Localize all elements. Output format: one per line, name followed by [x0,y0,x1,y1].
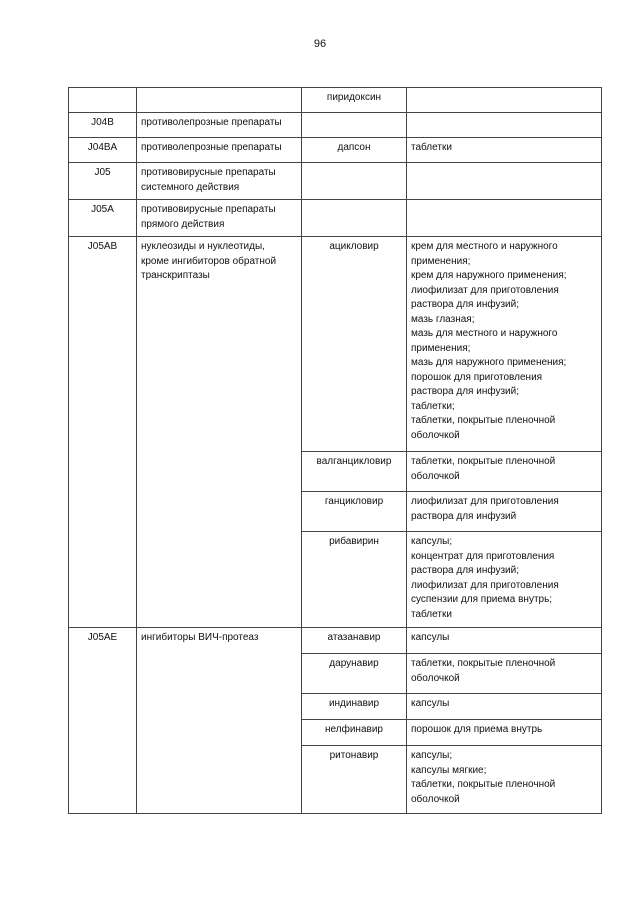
drug-name-cell [302,720,407,746]
dosage-forms-cell-line: крем для местного и наружного [411,241,558,252]
dosage-forms-cell [407,138,602,163]
dosage-forms-cell [407,200,602,237]
dosage-forms-cell-line: оболочкой [411,672,460,684]
drug-table [68,87,602,814]
group-name-cell-line: ингибиторы ВИЧ-протеаз [141,632,259,643]
group-name-cell-line: противовирусные препараты [141,204,276,215]
atc-code-cell-line: J04BA [87,142,118,153]
dosage-forms-cell-line: суспензии для приема внутрь; [411,594,553,605]
dosage-forms-cell [407,628,602,654]
dosage-forms-cell-line: оболочкой [411,793,460,805]
group-name-cell-line: системного действия [141,181,240,193]
dosage-forms-cell [407,654,602,694]
dosage-forms-cell [407,163,602,200]
drug-name-cell-line: валганцикловир [316,456,392,467]
group-name-cell [137,113,302,138]
drug-name-cell-line: нелфинавир [325,724,383,735]
drug-name-cell [302,694,407,720]
group-name-cell-line: противолепрозные препараты [141,142,282,153]
drug-name-cell-line: ритонавир [329,750,379,761]
group-name-cell-line: кроме ингибиторов обратной [141,255,277,267]
drug-name-cell-line: атазанавир [327,632,381,643]
dosage-forms-cell-line: таблетки, покрытые пленочной [411,415,556,426]
atc-code-cell [69,200,137,237]
drug-name-cell [302,532,407,628]
dosage-forms-cell-line: раствора для инфузий [411,510,517,522]
table-row [69,237,602,452]
group-name-cell [137,138,302,163]
dosage-forms-cell [407,88,602,113]
atc-code-cell-line: J05AE [87,632,118,643]
drug-name-cell-line: индинавир [328,698,380,709]
dosage-forms-cell [407,237,602,452]
dosage-forms-cell-line: мазь глазная; [411,313,475,325]
atc-code-cell-line: J05 [94,167,111,178]
drug-name-cell-line: ацикловир [329,241,379,252]
atc-code-cell [69,237,137,628]
group-name-cell-line: транскриптазы [141,270,210,281]
dosage-forms-cell-line: капсулы [411,698,450,709]
table-row [69,200,602,237]
table-row [69,138,602,163]
dosage-forms-cell-line: мазь для местного и наружного [411,328,558,339]
table-row [69,628,602,654]
drug-name-cell [302,200,407,237]
drug-name-cell [302,452,407,492]
dosage-forms-cell-line: раствора для инфузий; [411,299,519,310]
drug-name-cell-line: рибавирин [329,536,379,547]
drug-name-cell [302,492,407,532]
drug-name-cell-line: пиридоксин [326,92,382,103]
table-row [69,163,602,200]
page-number: 96 [313,38,327,50]
dosage-forms-cell-line: капсулы; [411,536,453,547]
dosage-forms-cell [407,746,602,814]
dosage-forms-cell-line: капсулы; [411,750,453,761]
drug-name-cell [302,237,407,452]
drug-name-cell [302,746,407,814]
dosage-forms-cell-line: раствора для инфузий; [411,565,519,576]
dosage-forms-cell-line: мазь для наружного применения; [411,357,567,368]
dosage-forms-cell-line: раствора для инфузий; [411,386,519,397]
drug-name-cell [302,138,407,163]
table-row [69,88,602,113]
atc-code-cell [69,163,137,200]
dosage-forms-cell-line: лиофилизат для приготовления [411,284,559,296]
group-name-cell-line: противовирусные препараты [141,167,276,178]
drug-name-cell [302,113,407,138]
group-name-cell [137,237,302,628]
dosage-forms-cell-line: таблетки, покрытые пленочной [411,779,556,790]
drug-name-cell [302,628,407,654]
dosage-forms-cell-line: порошок для приготовления [411,371,543,383]
group-name-cell [137,628,302,814]
table-row [69,113,602,138]
atc-code-cell-line: J05AB [87,241,118,252]
drug-name-cell [302,163,407,200]
dosage-forms-cell-line: таблетки [411,608,452,620]
dosage-forms-cell-line: оболочкой [411,429,460,441]
dosage-forms-cell-line: таблетки, покрытые пленочной [411,658,556,669]
drug-name-cell [302,88,407,113]
atc-code-cell [69,138,137,163]
dosage-forms-cell-line: таблетки; [411,400,455,412]
atc-code-cell [69,113,137,138]
dosage-forms-cell [407,492,602,532]
drug-name-cell-line: ганцикловир [324,496,384,507]
group-name-cell [137,88,302,113]
dosage-forms-cell-line: оболочкой [411,470,460,482]
group-name-cell-line: нуклеозиды и нуклеотиды, [141,241,265,252]
dosage-forms-cell-line: применения; [411,255,471,267]
atc-code-cell-line: J04B [91,117,114,128]
dosage-forms-cell-line: капсулы мягкие; [411,764,487,776]
dosage-forms-cell-line: крем для наружного применения; [411,270,567,281]
dosage-forms-cell-line: лиофилизат для приготовления [411,579,559,591]
dosage-forms-cell-line: применения; [411,342,471,354]
dosage-forms-cell-line: порошок для приема внутрь [411,724,543,735]
group-name-cell [137,200,302,237]
dosage-forms-cell-line: таблетки [411,142,452,153]
atc-code-cell [69,88,137,113]
dosage-forms-cell [407,720,602,746]
drug-name-cell [302,654,407,694]
group-name-cell [137,163,302,200]
dosage-forms-cell [407,694,602,720]
drug-name-cell-line: дапсон [337,142,371,153]
drug-name-cell-line: дарунавир [329,658,379,669]
dosage-forms-cell-line: концентрат для приготовления [411,550,555,562]
dosage-forms-cell-line: лиофилизат для приготовления [411,496,559,507]
dosage-forms-cell [407,452,602,492]
group-name-cell-line: прямого действия [141,218,225,230]
group-name-cell-line: противолепрозные препараты [141,117,282,128]
dosage-forms-cell-line: таблетки, покрытые пленочной [411,456,556,467]
dosage-forms-cell-line: капсулы [411,632,450,643]
atc-code-cell [69,628,137,814]
atc-code-cell-line: J05A [91,204,114,215]
dosage-forms-cell [407,532,602,628]
dosage-forms-cell [407,113,602,138]
